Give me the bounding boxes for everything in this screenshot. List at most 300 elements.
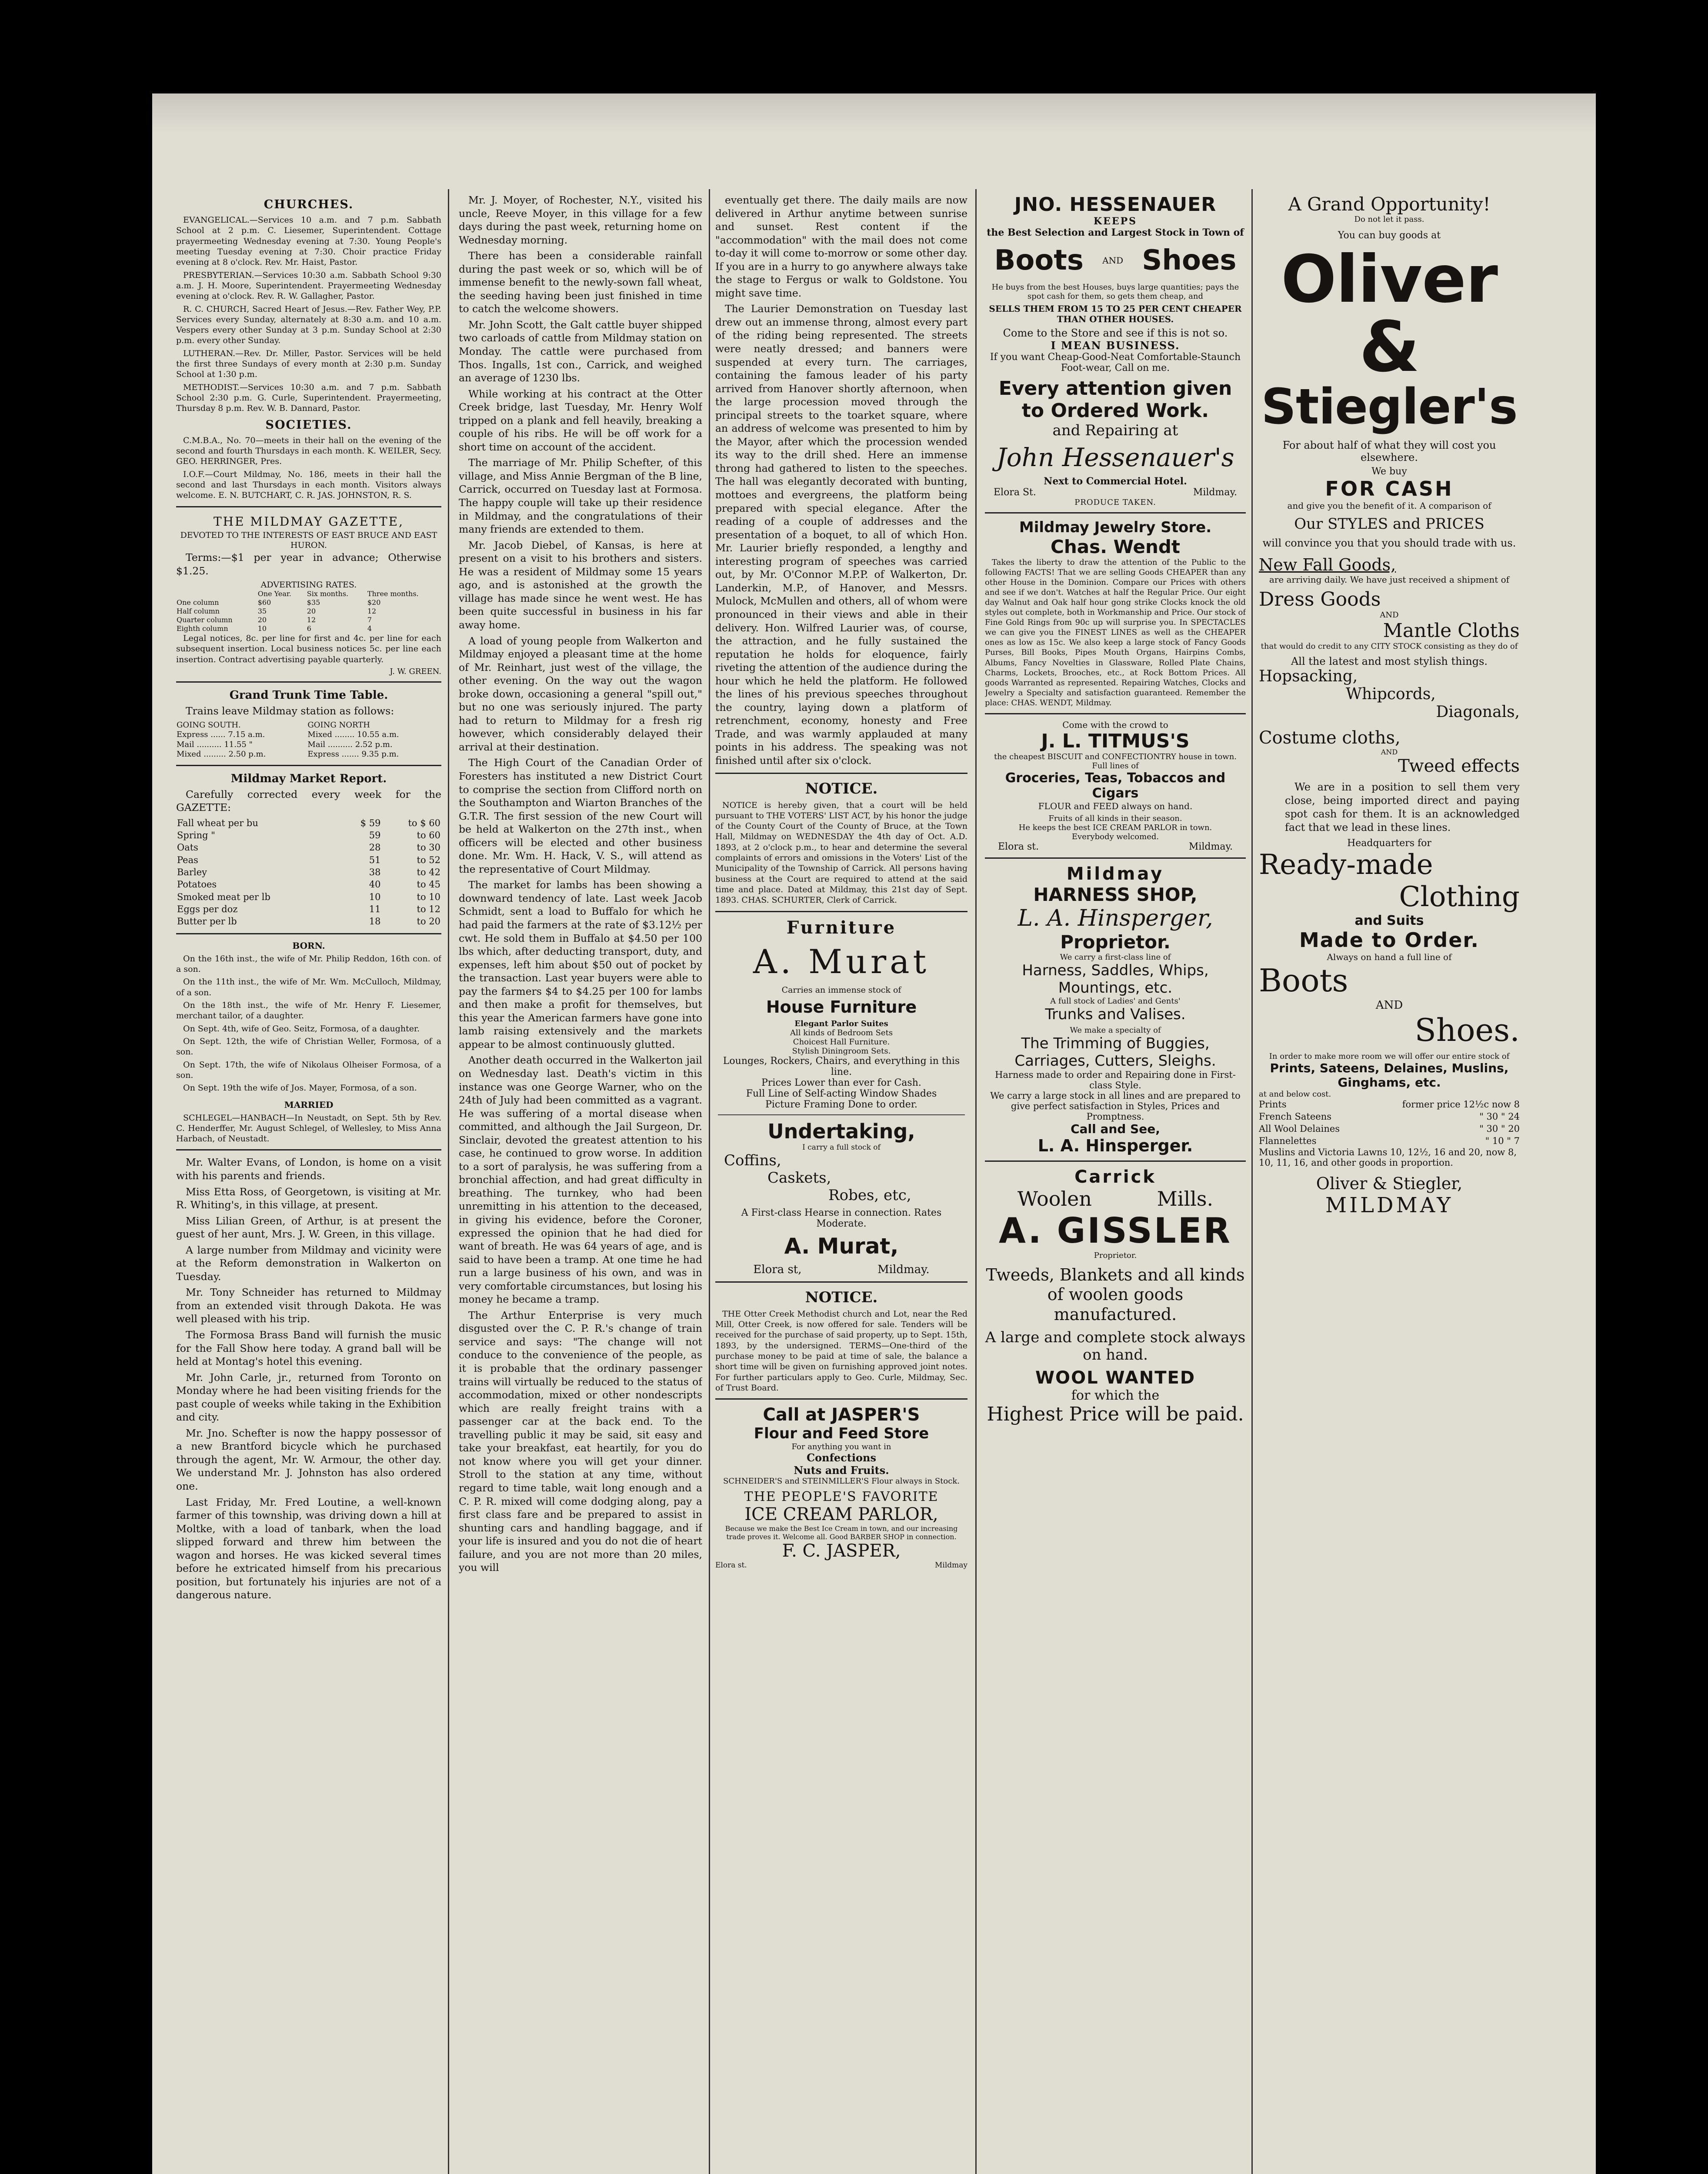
always-hand: Always on hand a full line of: [1327, 952, 1452, 963]
news-item: There has been a considerable rainfall during the past week or so, which will be of immense benefit to the newly-sown fall wheat, the seeding having been just finished in time to catch the welcome showers.: [459, 250, 702, 315]
jasper-address: [715, 1561, 967, 1570]
half-cost: For about half of what they will cost you elsewhere.: [1282, 439, 1496, 463]
headquarters: Headquarters for: [1347, 838, 1431, 849]
table-row: [176, 598, 441, 607]
shoes: Shoes.: [1414, 1012, 1520, 1049]
table-header: [176, 590, 257, 598]
table-cell: Smoked meat per lb: [177, 891, 270, 902]
birth-notice: On Sept. 17th, the wife of Nikolaus Olheiser Formosa, of a son.: [176, 1060, 441, 1080]
jasper-line: Nuts and Fruits.: [794, 1464, 889, 1477]
undertaking-stock: I carry a full stock of: [802, 1143, 881, 1152]
mills-word: Mills.: [1157, 1187, 1214, 1210]
church-entry: R. C. CHURCH, Sacred Heart of Jesus.—Rev. Father Wey, P.P. Services every Sunday, alternately at 8:30 a.m. and 10 a.m. Vespers every other Sunday at 3 p.m. Sunday School at 2:30 p.m. every other Sunday.: [176, 304, 441, 346]
advertising-heading: ADVERTISING RATES.: [260, 580, 357, 590]
benefit: and give you the benefit of it. A comparison of: [1287, 500, 1491, 511]
and-word: AND: [1380, 610, 1399, 620]
position-text: We are in a position to sell them very close, being imported direct and paying spot cash for them. It is an acknowledged fact that we lead in these lines.: [1285, 780, 1520, 834]
notice-heading: NOTICE.: [805, 780, 878, 797]
titmus-full: Full lines of: [1092, 761, 1139, 770]
address-street: Elora St.: [994, 487, 1036, 498]
firm-signature: Oliver & Stiegler,: [1316, 1174, 1463, 1194]
gazette-title: THE MILDMAY GAZETTE,: [213, 514, 404, 529]
harness-carry: We carry a first-class line of: [1060, 952, 1171, 962]
undertaking-item: Caskets,: [767, 1169, 831, 1187]
harness-signature: L. A. Hinsperger.: [1037, 1136, 1193, 1155]
table-row: [176, 878, 441, 890]
we-buy: We buy: [1371, 466, 1407, 477]
church-entry: METHODIST.—Services 10:30 a.m. and 7 p.m. Sabbath School 2:30 p.m. G. Curle, Superintendent. Prayermeeting, Thursday 8 p.m. Rev. W. B. Dannard, Pastor.: [176, 382, 441, 413]
convince: will convince you that you should trade with us.: [1262, 537, 1516, 549]
hessenauer-next: Next to Commercial Hotel.: [1044, 476, 1187, 487]
hearse-note: A First-class Hearse in connection. Rates Moderate.: [741, 1207, 942, 1229]
news-item: While working at his contract at the Otter Creek bridge, last Tuesday, Mr. Henry Wolf tripped on a plank and fell heavily, breaking a couple of his ribs. He will be off work for a short time on account of the accident.: [459, 387, 702, 453]
column-1: [176, 193, 441, 1604]
society-entry: C.M.B.A., No. 70—meets in their hall on the evening of the second and fourth Thursdays in each month. K. WEILER, Secy. GEO. HERRINGER, Pres.: [176, 435, 441, 467]
hessenauer-address: [985, 487, 1246, 498]
jewelry-text: Takes the liberty to draw the attention of the Public to the following FACTS! That we are selling Goods CHEAPER than any other House in the Dominion. Compare our Prices with others and see if we don't. Watches at half the Regular Price. Our eight day Walnut and Oak half hour gong strike Clocks knock the old styles out complete, both in Workmanship and Price. Our stock of Fine Gold Rings from 90c up will surprise you. In SPECTACLES we can give you the FINEST LINES as well as the CHEAPER ones as low as 15c. We also keep a large stock of Fancy Goods Purses, Bill Books, Pipes Mouth Organs, Hairpins Combs, Albums, Fancy Novelties in Glassware, Rolled Plate Chains, Charms, Lockets, Brooches, etc., at Rock Bottom Prices. All goods Warranted as represented. Repairing Watches, Clocks and Jewelry a Specialty and satisfaction guaranteed. Remember the place: CHAS. WENDT, Mildmay.: [985, 558, 1246, 707]
divider: [176, 765, 441, 766]
titmus-address: [985, 841, 1246, 852]
wool-for: for which the: [1071, 1388, 1160, 1404]
news-item: The market for lambs has been showing a downward tendency of late. Last week Jacob Schmidt, sent a load to Buffalo for which he had paid the farmers at the rate of $3.12½ per cwt. He sold them in Buffalo at $4.50 per 100 lbs which, after deducting transport, duty, and expenses, left him about $50 out of pocket by the transaction. Last year buyers were able to pay the farmers $4 to $4.25 per 100 for lambs and then make a profit for themselves, but this year the American farmers have gone into lamb raising extensively and the markets appear to be almost continuously glutted.: [459, 879, 702, 1050]
market-heading: Mildmay Market Report.: [230, 772, 387, 785]
table-header: GOING NORTH: [307, 720, 370, 730]
advertising-signature: J. W. GREEN.: [390, 667, 441, 677]
undertaking-item: Robes, etc,: [828, 1186, 911, 1204]
ready-made: Ready-made: [1259, 849, 1433, 881]
table-row: [176, 817, 441, 829]
table-cell: Quarter column: [177, 616, 233, 624]
murat-carries: Carries an immense stock of: [781, 985, 901, 995]
column-3: [715, 193, 967, 1570]
jasper-signature: F. C. JASPER,: [782, 1541, 901, 1561]
whipcords: Whipcords,: [1346, 685, 1436, 703]
church-entry: PRESBYTERIAN.—Services 10:30 a.m. Sabbath School 9:30 a.m. J. H. Moore, Superintendent. Prayermeeting Wednesday evening at o'clock. Rev. R. W. Gallagher, Pastor.: [176, 270, 441, 301]
carrick-heading: Carrick: [1074, 1167, 1156, 1187]
table-cell: to 52: [417, 854, 440, 865]
hessenauer-sells: SELLS THEM FROM 15 TO 25 PER CENT CHEAPER THAN OTHER HOUSES.: [989, 303, 1242, 324]
news-item: Mr. John Scott, the Galt cattle buyer shipped two carloads of cattle from Mildmay station on Monday. The cattle were purchased from Thos. Ingalls, 1st con., Carrick, and weighed an average of 1230 lbs.: [459, 318, 702, 384]
table-cell: 4: [367, 624, 372, 633]
table-cell: Potatoes: [177, 879, 217, 890]
titmus-ice: He keeps the best ICE CREAM PARLOR in town.: [1018, 823, 1212, 832]
table-cell: Oats: [177, 842, 198, 853]
market-intro: Carefully corrected every week for the GAZETTE:: [176, 788, 441, 814]
local-item: Miss Etta Ross, of Georgetown, is visiting at Mr. R. Whiting's, in this village, at present.: [176, 1185, 441, 1211]
table-row: [176, 624, 441, 633]
mantle-note: that would do credit to any CITY STOCK consisting as they do of: [1261, 641, 1518, 651]
marriage-notice: SCHLEGEL—HANBACH—In Neustadt, on Sept. 5th by Rev. C. Henderffer, Mr. August Schlegel, of Wellesley, to Miss Anna Harbach, of Neustadt.: [176, 1113, 441, 1144]
news-item: Mr. Jacob Diebel, of Kansas, is here at present on a visit to his brothers and sisters. He was a resident of Mildmay some 15 years ago, and is astonished at the growth the village has made since he went west. He has been quite successful in business in his far away home.: [459, 539, 702, 631]
church-entry: LUTHERAN.—Rev. Dr. Miller, Pastor. Services will be held the first three Sundays of every month at 2:30 p.m. Sunday School at 1:30 p.m.: [176, 348, 441, 380]
table-header: Three months.: [367, 590, 419, 598]
table-cell: 10: [369, 891, 381, 902]
table-cell: " 30 " 24: [1479, 1111, 1520, 1122]
table-cell: Eighth column: [177, 624, 228, 633]
advertising-rates-table: [176, 590, 441, 633]
column-2: [459, 193, 702, 1577]
woolen-stock: A large and complete stock always on hand.: [985, 1329, 1246, 1364]
table-cell: $35: [307, 598, 320, 607]
not-pass: Do not let it pass.: [1354, 215, 1424, 224]
divider: [985, 857, 1246, 859]
market-table: [176, 817, 441, 928]
table-cell: Butter per lb: [177, 916, 237, 927]
table-header: GOING SOUTH.: [177, 720, 241, 730]
table-row: [176, 915, 441, 927]
jasper-line: For anything you want in: [791, 1442, 891, 1452]
table-cell: 59: [369, 830, 381, 841]
jasper-line: Confections: [807, 1451, 876, 1464]
column-rule: [1251, 189, 1253, 2174]
table-cell: $20: [367, 598, 381, 607]
news-item: The Laurier Demonstration on Tuesday last drew out an immense throng, almost every part of the riding being represented. The streets were neatly dressed; and banners were suspended at every turn. The carriages, containing the famous leader of his party arrived from Hanover shortly afternoon, when the large procession moved through the principal streets to the toarket square, where an address of welcome was presented to him by the Mayor, after which the procession wended its way to the drill shed. Here an immense throng had gathered to listen to the speeches. The hall was elegantly decorated with bunting, mottoes and evergreens, the platform being prepared with special elegance. After the reading of a couple of addresses and the presentation of a boquet, to all of which Hon. Mr. Laurier briefly responded, a lengthy and interesting program of speeches was carried out, by Mr. O'Connor M.P.P. of Walkerton, Dr. Landerkin, M.P., of Hanover, and Messrs. Mulock, McMullen and others, all of whom were pronounced in their views and able in their delivery. Hon. Wilfred Laurier was, of course, the attraction, and he fully sustained the reputation he holds for eloquence, fairly riveting the attention of the audience during the hour which he held the platform. He followed the lines of his previous speeches throughout the country, laying down a platform of retrenchment, economy, honesty and Free Trade, and was warmly applauded at many points in his address. The speaking was not finished until after six o'clock.: [715, 303, 967, 767]
table-cell: Flannelettes: [1259, 1135, 1317, 1146]
table-cell: " 10 " 7: [1485, 1135, 1520, 1146]
address-town: Mildmay: [934, 1561, 967, 1570]
jasper-heading: Call at JASPER'S: [763, 1405, 920, 1425]
table-cell: " 30 " 20: [1479, 1123, 1520, 1134]
local-item: The Formosa Brass Band will furnish the music for the Fall Show here today. A grand ball will be held at Montag's hotel this evening.: [176, 1329, 441, 1368]
married-heading: MARRIED: [284, 1099, 334, 1110]
table-cell: 12: [307, 616, 316, 624]
table-cell: 35: [257, 607, 267, 616]
divider: [715, 773, 967, 774]
table-cell: $ 59: [360, 817, 381, 828]
wool-wanted: WOOL WANTED: [1035, 1368, 1196, 1388]
address-town: Mildmay.: [1188, 841, 1233, 852]
more-room: In order to make more room we will offer our entire stock of: [1269, 1052, 1510, 1061]
column-rule: [975, 189, 977, 2174]
timetable-intro: Trains leave Mildmay station as follows:: [186, 705, 394, 717]
news-item: The marriage of Mr. Philip Schefter, of this village, and Miss Annie Bergman of the B line, Carrick, occurred on Tuesday last at Formosa. The happy couple will take up their residence in Mildmay, and the congratulations of their many friends are extended to them.: [459, 457, 702, 536]
column-4: [985, 193, 1246, 1425]
local-item: Mr. John Carle, jr., returned from Toronto on Monday where he had been visiting friends for the past couple of weeks while taking in the Exhibition and city.: [176, 1371, 441, 1424]
table-row: [176, 607, 441, 616]
table-row: [176, 841, 441, 854]
parlor-heading: THE PEOPLE'S FAVORITE: [744, 1489, 939, 1505]
harness-name: L. A. Hinsperger,: [1017, 905, 1213, 931]
harness-proprietor: Proprietor.: [1060, 931, 1171, 953]
list-item: [1259, 1135, 1520, 1147]
jewelry-name: Chas. Wendt: [1051, 536, 1180, 558]
titmus-flour: FLOUR and FEED always on hand.: [1038, 800, 1193, 811]
house-furniture-heading: House Furniture: [766, 997, 917, 1017]
table-row: [176, 854, 441, 866]
table-cell: 40: [369, 879, 381, 890]
list-item: [1259, 1111, 1520, 1123]
hessenauer-repairing: and Repairing at: [1052, 422, 1178, 440]
voters-list-notice: NOTICE is hereby given, that a court will be held pursuant to THE VOTERS' LIST ACT, by his honor the judge of the County Court of the County of Bruce, at the Town Hall, Mildmay on WEDNESDAY the 4th day of Oct. A.D. 1893, at 2 o'clock p.m., to hear and determine the several complaints of errors and omissions in the Voters' List of the Municipality of the Township of Carrick. All persons having business at the Court are required to attend at the said time and place. Dated at Mildmay, this 21st day of Sept. 1893. CHAS. SCHURTER, Clerk of Carrick.: [715, 800, 967, 905]
costume-cloths: Costume cloths,: [1259, 727, 1401, 748]
firm-name-oliver: Oliver: [1281, 242, 1498, 317]
newspaper-page: [152, 93, 1596, 2174]
divider: [176, 1149, 441, 1150]
table-cell: Peas: [177, 854, 198, 865]
firm-name-stiegler: Stiegler's: [1261, 379, 1518, 435]
column-rule: [448, 189, 449, 2174]
and-suits: and Suits: [1354, 913, 1424, 929]
birth-notice: On the 16th inst., the wife of Mr. Philip Reddon, 16th con. of a son.: [176, 954, 441, 974]
address-town: Mildmay.: [1193, 487, 1237, 498]
hopsacking: Hopsacking,: [1259, 667, 1358, 685]
table-cell: to $ 60: [408, 817, 440, 828]
grand-opportunity: A Grand Opportunity!: [1288, 193, 1491, 215]
ampersand: &: [1359, 306, 1420, 387]
news-item: The Arthur Enterprise is very much disgusted over the C. P. R.'s change of train service and says: "The change will not conduce to the convenience of the people, as it is probable that the ordinary passenger trains will virtually be reduced to the status of accommodation, mixed or other nondescripts which are really freight trains with a passenger car at the back end. To the travelling public it may be said, sit easy and take your breakfast, eat heartily, for you do not know where you will get your dinner. Stroll to the station at any time, without regard to time table, wait long enough and a C. P. R. mixed will come dodging along, pay a first class fare and be prepared to assist in shunting cars and handling baggage, and if your life is insured and you do not die of heart failure, and you are not more than 20 miles, you will: [459, 1309, 702, 1574]
harness-call: Call and See,: [1071, 1121, 1160, 1136]
latest-things: All the latest and most stylish things.: [1291, 655, 1488, 667]
harness-specialty: We make a specialty of: [1070, 1025, 1161, 1035]
page-top-edge: [152, 93, 1596, 133]
news-item: eventually get there. The daily mails are now delivered in Arthur anytime between sunrise and sunset. Rest content if the "accommodation" with the mail does not come to-day it will come to-morrow or some other day. If you are in a hurry to go anywhere always take the stage to Fergus or walk to Goldstone. You might save time.: [715, 194, 967, 299]
address-street: Elora st.: [715, 1561, 747, 1570]
hessenauer-heading: JNO. HESSENAUER: [1014, 193, 1217, 216]
hessenauer-want: If you want Cheap-Good-Neat Comfortable-Staunch Foot-wear, Call on me.: [990, 352, 1241, 373]
local-item: Miss Lilian Green, of Arthur, is at present the guest of her aunt, Mrs. J. W. Green, in this village.: [176, 1214, 441, 1240]
gazette-terms: Terms:—$1 per year in advance; Otherwise $1.25.: [176, 551, 441, 577]
boots: Boots: [1259, 962, 1348, 999]
table-cell: French Sateens: [1259, 1111, 1332, 1122]
timetable-heading: Grand Trunk Time Table.: [229, 689, 388, 702]
titmus-fruits: Fruits of all kinds in their season.: [1048, 814, 1182, 823]
local-item: Mr. Walter Evans, of London, is home on a visit with his parents and friends.: [176, 1156, 441, 1182]
parlor-name: ICE CREAM PARLOR,: [744, 1504, 938, 1525]
buy-at: You can buy goods at: [1338, 230, 1441, 241]
hessenauer-best: the Best Selection and Largest Stock in Town of: [987, 227, 1244, 238]
table-cell: $60: [257, 598, 271, 607]
furniture-line: Elegant Parlor Suites: [794, 1019, 888, 1028]
news-item: Another death occurred in the Walkerton jail on Wednesday last. Death's victim in this instance was one George Warner, who on the 24th of July had been committed as a vagrant. He was suffering of a mortal disease when committed, and although the Jail Surgeon, Dr. Sinclair, devoted the greatest attention to his case, he continued to grow worse. In addition to a sort of paralysis, he was suffering from a bronchial affection, and had great difficulty in breathing. The turnkey, who had been unremitting in his attention to the deceased, in giving his evidence, before the Coroner, expressed the opinion that he had died for want of breath. He was 64 years of age, and is said to have been a tramp. At one time he had run a large business of his own, and was in very comfortable circumstances, but losing his money he became a tramp.: [459, 1054, 702, 1306]
boots-word: Boots: [994, 244, 1084, 277]
local-item: A large number from Mildmay and vicinity were at the Reform demonstration in Walkerton on Tuesday.: [176, 1244, 441, 1283]
harness-full: A full stock of Ladies' and Gents': [1050, 996, 1181, 1006]
furniture-line: Lounges, Rockers, Chairs, and everything in this line.: [723, 1055, 960, 1077]
table-cell: 38: [369, 867, 381, 878]
table-row: [176, 866, 441, 878]
news-item: The High Court of the Canadian Order of Foresters has instituted a new District Court to comprise the section from Clifford north on the Southampton and Wiarton Branches of the G.T.R. The first session of the new Court will be held at Walkerton on the 27th inst., when officers will be elected and other business done. Mr. Wm. H. Hack, V. S., will attend as the representative of Court Mildmay.: [459, 757, 702, 875]
diagonals: Diagonals,: [1436, 703, 1520, 721]
gissler-proprietor: Proprietor.: [1094, 1250, 1137, 1260]
divider: [715, 1281, 967, 1283]
table-cell: 12: [367, 607, 377, 616]
woolen-mills-heading: [985, 1187, 1246, 1210]
divider: [176, 506, 441, 507]
keeps-label: KEEPS: [1093, 216, 1138, 227]
table-cell: to 12: [417, 904, 440, 915]
notice2-heading: NOTICE.: [805, 1288, 878, 1306]
news-item: A load of young people from Walkerton and Mildmay enjoyed a pleasant time at the home of Mr. Reinhart, just west of the village, the other evening. On the way out the wagon broke down, occasioning a general "spill out," but no one was seriously injured. The party had to return to Mildmay for a fresh rig however, which considerably delayed their arrival at their destination.: [459, 634, 702, 753]
list-item: [1259, 1099, 1520, 1111]
divider: [985, 512, 1246, 513]
furniture-heading: Furniture: [786, 917, 897, 938]
table-cell: Express ...... 7.15 a.m.: [177, 730, 265, 740]
gissler-name: A. GISSLER: [999, 1210, 1232, 1251]
table-cell: Spring ": [177, 830, 215, 841]
table-cell: Fall wheat per bu: [177, 817, 258, 828]
list-item: [1259, 1123, 1520, 1135]
table-cell: Eggs per doz: [177, 904, 238, 915]
society-entry: I.O.F.—Court Mildmay, No. 186, meets in their hall the second and last Thursdays in each month. Visitors always welcome. E. N. BUTCHART, C. R. JAS. JOHNSTON, R. S.: [176, 469, 441, 500]
table-cell: to 45: [417, 879, 440, 890]
mantle-cloths: Mantle Cloths: [1383, 619, 1520, 642]
boots-shoes-banner: [985, 244, 1246, 277]
local-item: Mr. Jno. Schefter is now the happy possessor of a new Brantford bicycle which he purchased through the agent, Mr. W. Armour, the other day. We understand Mr. J. Johnston has also ordered one.: [176, 1427, 441, 1493]
titmus-welcome: Everybody welcomed.: [1071, 832, 1159, 841]
hessenauer-buys: He buys from the best Houses, buys large quantities; pays the spot cash for them, so gets them cheap, and: [991, 283, 1239, 301]
clothing: Clothing: [1399, 881, 1520, 914]
table-cell: 28: [369, 842, 381, 853]
furniture-line: Picture Framing Done to order.: [765, 1099, 917, 1110]
undertaking-item: Coffins,: [724, 1151, 781, 1169]
divider: [715, 1398, 967, 1400]
table-cell: Express ....... 9.35 p.m.: [307, 750, 399, 759]
table-cell: Mail .......... 11.55 ": [177, 740, 253, 749]
muslins: Muslins and Victoria Lawns 10, 12½, 16 and 20, now 8, 10, 11, 16, and other goods in proportion.: [1259, 1147, 1517, 1168]
murat-name: A. Murat: [753, 942, 930, 981]
table-row: [176, 750, 441, 760]
church-sale-notice: THE Otter Creek Methodist church and Lot, near the Red Mill, Otter Creek, is now offered for sale. Tenders will be received for the purchase of said property, up to Sept. 15th, 1893, by the undersigned. TERMS—One-third of the purchase money to be paid at time of sale, the balance a short time will be given on furnishing approved joint notes. For further particulars apply to Geo. Curle, Mildmay, Sec. of Trust Board.: [715, 1309, 967, 1393]
below-cost: at and below cost.: [1259, 1090, 1331, 1099]
parlor-note: Because we make the Best Ice Cream in town, and our increasing trade proves it. Welcome all. Good BARBER SHOP in connection.: [725, 1524, 958, 1541]
table-cell: Prints: [1259, 1099, 1287, 1110]
new-fall-goods: New Fall Goods,: [1259, 555, 1396, 574]
table-header: Six months.: [307, 590, 349, 598]
jasper-line: SCHNEIDER'S and STEINMILLER'S Flour always in Stock.: [723, 1477, 960, 1486]
woolen-goods: Tweeds, Blankets and all kinds of woolen goods manufactured.: [986, 1265, 1245, 1324]
table-row: [176, 730, 441, 740]
local-item: Mr. Tony Schneider has returned to Mildmay from an extended visit through Dakota. He was well pleased with his trip.: [176, 1286, 441, 1325]
timetable-table: [176, 720, 441, 760]
and-word: AND: [1375, 999, 1403, 1012]
harness-shop: HARNESS SHOP,: [1033, 884, 1198, 905]
table-cell: Barley: [177, 867, 207, 878]
news-item: Mr. J. Moyer, of Rochester, N.Y., visited his uncle, Reeve Moyer, in this village for a few days during the past week, returning home on Wednesday morning.: [459, 194, 702, 246]
divider: [176, 681, 441, 683]
table-cell: to 20: [417, 916, 440, 927]
birth-notice: On the 18th inst., the wife of Mr. Henry F. Liesemer, merchant tailor, of a daughter.: [176, 1000, 441, 1021]
hessenauer-script: John Hessenauer's: [996, 443, 1234, 473]
titmus-groceries: Groceries, Teas, Tobaccos and Cigars: [1005, 770, 1226, 801]
furniture-line: Stylish Diningroom Sets.: [792, 1046, 891, 1056]
table-header: One Year.: [257, 590, 291, 598]
divider: [176, 933, 441, 934]
table-cell: Mixed ......... 2.50 p.m.: [177, 750, 266, 759]
table-cell: One column: [177, 598, 219, 607]
titmus-sub: the cheapest BISCUIT and CONFECTIONTRY house in town.: [994, 752, 1237, 761]
prints-list: Prints, Sateens, Delaines, Muslins, Ginghams, etc.: [1270, 1061, 1509, 1090]
divider: [718, 1114, 965, 1115]
harness-order: Harness made to order and Repairing done in First-class Style.: [995, 1069, 1236, 1090]
address-street: Elora st.: [998, 841, 1039, 852]
address-town: Mildmay.: [877, 1263, 930, 1276]
furniture-line: Prices Lower than ever for Cash.: [761, 1077, 921, 1088]
table-cell: 20: [257, 616, 267, 624]
jasper-subheading: Flour and Feed Store: [754, 1425, 929, 1443]
wool-price: Highest Price will be paid.: [987, 1403, 1244, 1426]
titmus-heading: J. L. TITMUS'S: [1041, 730, 1190, 752]
table-cell: 51: [369, 854, 381, 865]
table-row: [176, 829, 441, 841]
church-entry: EVANGELICAL.—Services 10 a.m. and 7 p.m. Sabbath School at 2 p.m. C. Liesemer, Superintendent. Cottage prayermeeting Wednesday evening at 7:30. Young People's meeting Tuesday evening at 7:30. Choir practice Friday evening at 8 o'clock. Rev. Mr. Haist, Pastor.: [176, 215, 441, 267]
tweed-effects: Tweed effects: [1398, 756, 1520, 776]
divider: [715, 911, 967, 912]
undertaking-heading: Undertaking,: [767, 1119, 915, 1143]
table-row: [176, 891, 441, 903]
harness-trimming: The Trimming of Buggies, Carriages, Cutters, Sleighs.: [1014, 1034, 1216, 1070]
price-list: [1259, 1099, 1520, 1147]
harness-stock: We carry a large stock in all lines and are prepared to give perfect satisfaction in Styles, Prices and Promptness.: [990, 1090, 1241, 1122]
table-cell: Mixed ........ 10.55 a.m.: [307, 730, 399, 740]
harness-items: Harness, Saddles, Whips, Mountings, etc.: [1022, 961, 1209, 997]
titmus-come: Come with the crowd to: [1062, 719, 1168, 730]
jewelry-heading: Mildmay Jewelry Store.: [1019, 519, 1212, 537]
dress-goods: Dress Goods: [1259, 588, 1381, 610]
table-cell: to 42: [417, 867, 440, 878]
address-street: Elora st,: [753, 1263, 802, 1276]
table-cell: to 60: [417, 830, 440, 841]
furniture-line: Choicest Hall Furniture.: [793, 1037, 890, 1047]
gazette-subtitle: DEVOTED TO THE INTERESTS OF EAST BRUCE AND EAST HURON.: [180, 530, 437, 550]
local-item: Last Friday, Mr. Fred Loutine, a well-known farmer of this township, was driving down a hill at Moltke, with a load of tanbark, when the load slipped forward and threw him between the wagon and horses. He was kicked several times before he extricated himself from his precarious position, but fortunately his injuries are not of a dangerous nature.: [176, 1496, 441, 1601]
divider: [985, 1160, 1246, 1162]
firm-town: MILDMAY: [1325, 1193, 1454, 1218]
table-row: [176, 616, 441, 624]
for-cash: FOR CASH: [1325, 477, 1454, 500]
table-cell: 10: [257, 624, 267, 633]
column-5: [1259, 193, 1520, 1217]
table-cell: All Wool Delaines: [1259, 1123, 1340, 1134]
table-row: [176, 740, 441, 750]
harness-heading: Mildmay: [1066, 864, 1164, 884]
table-cell: 6: [307, 624, 311, 633]
harness-trunks: Trunks and Valises.: [1045, 1005, 1186, 1023]
column-rule: [709, 189, 710, 2174]
hessenauer-come: Come to the Store and see if this is not so.: [1003, 327, 1228, 339]
arriving: are arriving daily. We have just received a shipment of: [1269, 574, 1510, 585]
table-cell: Half column: [177, 607, 220, 616]
and-word: AND: [1102, 255, 1124, 266]
birth-notice: On Sept. 19th the wife of Jos. Mayer, Formosa, of a son.: [183, 1083, 417, 1093]
advertising-note: Legal notices, 8c. per line for first and 4c. per line for each subsequent insertion. Local business notices 5c. per line each insertion. Contract advertising payable quarterly.: [176, 634, 441, 664]
born-heading: BORN.: [292, 940, 325, 951]
birth-notice: On Sept. 12th, the wife of Christian Weller, Formosa, of a son.: [176, 1036, 441, 1057]
birth-notice: On Sept. 4th, wife of Geo. Seitz, Formosa, of a daughter.: [183, 1024, 420, 1034]
birth-notice: On the 11th inst., the wife of Mr. Wm. McCulloch, Mildmay, of a son.: [176, 977, 441, 997]
shoes-word: Shoes: [1142, 244, 1237, 277]
societies-heading: SOCIETIES.: [265, 418, 352, 432]
and-word: AND: [1381, 747, 1398, 756]
churches-heading: CHURCHES.: [264, 198, 354, 211]
murat-signature: A. Murat,: [784, 1233, 899, 1259]
woolen-word: Woolen: [1017, 1187, 1092, 1210]
murat-address: [715, 1263, 967, 1276]
furniture-line: All kinds of Bedroom Sets: [790, 1028, 893, 1037]
table-row: [176, 903, 441, 915]
table-cell: 20: [307, 607, 316, 616]
table-cell: 18: [369, 916, 381, 927]
made-to-order: Made to Order.: [1299, 928, 1480, 952]
produce-taken: PRODUCE TAKEN.: [1074, 498, 1156, 507]
furniture-line: Full Line of Self-acting Window Shades: [746, 1088, 937, 1099]
table-cell: 7: [367, 616, 372, 624]
table-cell: former price 12½c now 8: [1402, 1099, 1520, 1110]
styles-prices: Our STYLES and PRICES: [1294, 515, 1484, 533]
table-cell: to 10: [417, 891, 440, 902]
hessenauer-ordered-work: Every attention given to Ordered Work.: [998, 377, 1232, 422]
table-cell: 11: [369, 904, 381, 915]
divider: [985, 713, 1246, 714]
